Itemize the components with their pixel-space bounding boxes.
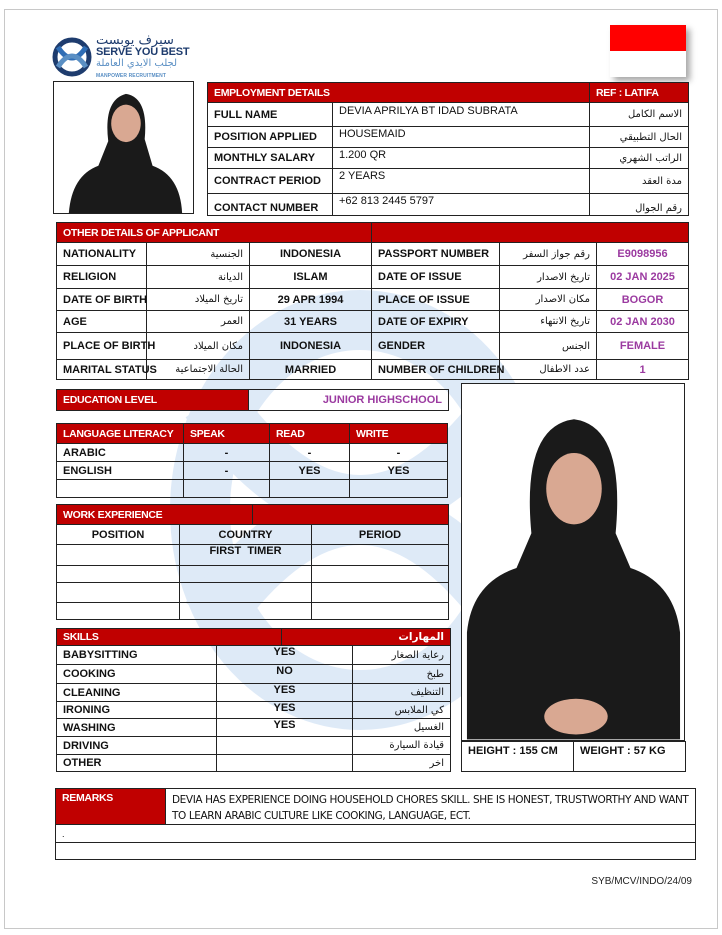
work-country <box>180 566 312 583</box>
skill-label: BABYSITTING <box>57 646 217 665</box>
work-experience-table <box>56 504 449 620</box>
marital-status-value: MARRIED <box>250 360 372 380</box>
passport-number-value: E9098956 <box>597 243 689 266</box>
skill-value <box>217 755 353 772</box>
contact-number-arabic: رقم الجوال <box>590 194 689 216</box>
date-of-birth-arabic: تاريخ الميلاد <box>147 289 250 311</box>
skill-label: WASHING <box>57 719 217 737</box>
table-row <box>57 583 449 603</box>
write-value: YES <box>350 462 448 480</box>
work-country <box>180 583 312 603</box>
date-of-expiry-arabic: تاريخ الانتهاء <box>500 311 597 333</box>
speak-value: - <box>184 462 270 480</box>
skill-value: YES <box>217 684 353 702</box>
monthly-salary-label: MONTHLY SALARY <box>208 148 333 169</box>
remarks-table <box>55 788 696 860</box>
nationality-value: INDONESIA <box>250 243 372 266</box>
nationality-label: NATIONALITY <box>57 243 147 266</box>
table-row <box>57 545 449 566</box>
ref-label: REF : LATIFA <box>590 83 689 103</box>
other-details-header-right <box>372 223 689 243</box>
language-name <box>57 480 184 498</box>
language-name: ARABIC <box>57 444 184 462</box>
full-name-value: DEVIA APRILYA BT IDAD SUBRATA <box>333 103 590 127</box>
table-row <box>57 462 448 480</box>
marital-status-arabic: الحالة الاجتماعية <box>147 360 250 380</box>
remarks-line-3 <box>56 843 696 860</box>
remarks-text: DEVIA HAS EXPERIENCE DOING HOUSEHOLD CHORES SKILL. SHE IS HONEST, TRUSTWORTHY AND WANT TO LEARN ARABIC CULTURE LIKE COOKING, LANGUAGE, ECT. <box>166 789 696 825</box>
speak-header: SPEAK <box>184 424 270 444</box>
number-of-children-label: NUMBER OF CHILDREN <box>372 360 500 380</box>
contact-number-label: CONTACT NUMBER <box>208 194 333 216</box>
speak-value <box>184 480 270 498</box>
number-of-children-value: 1 <box>597 360 689 380</box>
table-row <box>57 684 451 702</box>
table-row <box>57 665 451 684</box>
skill-value: YES <box>217 646 353 665</box>
gender-label: GENDER <box>372 333 500 360</box>
country-header: COUNTRY <box>180 525 312 545</box>
monthly-salary-value: 1.200 QR <box>333 148 590 169</box>
logo-subtitle: MANPOWER RECRUITMENT <box>96 73 167 79</box>
monthly-salary-arabic: الراتب الشهري <box>590 148 689 169</box>
skill-arabic: طبخ <box>353 665 451 684</box>
education-level-value: JUNIOR HIGHSCHOOL <box>249 390 449 411</box>
age-value: 31 YEARS <box>250 311 372 333</box>
place-of-birth-label: PLACE OF BIRTH <box>57 333 147 360</box>
work-position <box>57 583 180 603</box>
remarks-label: REMARKS <box>56 789 166 825</box>
work-position <box>57 603 180 620</box>
skill-label: DRIVING <box>57 737 217 755</box>
table-row <box>57 360 689 380</box>
applicant-photo-small <box>53 81 194 214</box>
place-of-issue-value: BOGOR <box>597 289 689 311</box>
religion-value: ISLAM <box>250 266 372 289</box>
date-of-expiry-value: 02 JAN 2030 <box>597 311 689 333</box>
place-of-issue-label: PLACE OF ISSUE <box>372 289 500 311</box>
work-period <box>312 566 449 583</box>
religion-label: RELIGION <box>57 266 147 289</box>
skill-label: IRONING <box>57 702 217 719</box>
speak-value: - <box>184 444 270 462</box>
date-of-issue-label: DATE OF ISSUE <box>372 266 500 289</box>
other-details-title: OTHER DETAILS OF APPLICANT <box>57 223 372 243</box>
gender-value: FEMALE <box>597 333 689 360</box>
remarks-line-2: . <box>56 825 696 843</box>
applicant-photo-large <box>461 383 685 741</box>
indonesia-flag-icon <box>610 25 686 77</box>
nationality-arabic: الجنسية <box>147 243 250 266</box>
contract-period-label: CONTRACT PERIOD <box>208 169 333 194</box>
table-row <box>57 289 689 311</box>
read-header: READ <box>270 424 350 444</box>
table-row <box>57 243 689 266</box>
table-row <box>57 266 689 289</box>
read-value: - <box>270 444 350 462</box>
religion-arabic: الديانة <box>147 266 250 289</box>
skill-value: NO <box>217 665 353 684</box>
skill-value: YES <box>217 702 353 719</box>
full-name-label: FULL NAME <box>208 103 333 127</box>
date-of-birth-value: 29 APR 1994 <box>250 289 372 311</box>
age-label: AGE <box>57 311 147 333</box>
age-arabic: العمر <box>147 311 250 333</box>
language-literacy-table <box>56 423 448 498</box>
logo-arabic-name: سيرف يوبست <box>96 33 174 48</box>
education-level-label: EDUCATION LEVEL <box>57 390 249 411</box>
table-row <box>57 719 451 737</box>
read-value: YES <box>270 462 350 480</box>
table-row <box>57 702 451 719</box>
work-position <box>57 566 180 583</box>
table-row <box>57 755 451 772</box>
passport-number-arabic: رقم جواز السفر <box>500 243 597 266</box>
table-row <box>57 646 451 665</box>
skill-arabic: كي الملابس <box>353 702 451 719</box>
contact-number-value: +62 813 2445 5797 <box>333 194 590 216</box>
skill-arabic: قيادة السيارة <box>353 737 451 755</box>
skills-table <box>56 628 451 772</box>
write-header: WRITE <box>350 424 448 444</box>
date-of-issue-arabic: تاريخ الاصدار <box>500 266 597 289</box>
person-photo-icon <box>54 82 193 213</box>
position-applied-label: POSITION APPLIED <box>208 127 333 148</box>
skill-arabic: اخر <box>353 755 451 772</box>
position-applied-arabic: الحال التطبيقي <box>590 127 689 148</box>
place-of-birth-arabic: مكان الميلاد <box>147 333 250 360</box>
language-name: ENGLISH <box>57 462 184 480</box>
place-of-issue-arabic: مكان الاصدار <box>500 289 597 311</box>
skills-title-arabic: المهارات <box>282 629 451 646</box>
skill-arabic: رعاية الصغار <box>353 646 451 665</box>
height-value: HEIGHT : 155 CM <box>462 742 574 772</box>
place-of-birth-value: INDONESIA <box>250 333 372 360</box>
logo-english-name: SERVE YOU BEST <box>96 46 190 58</box>
employment-details-table <box>207 82 689 216</box>
number-of-children-arabic: عدد الاطفال <box>500 360 597 380</box>
full-name-arabic: الاسم الكامل <box>590 103 689 127</box>
work-experience-header-right <box>253 505 449 525</box>
work-period <box>312 603 449 620</box>
skill-label: COOKING <box>57 665 217 684</box>
period-header: PERIOD <box>312 525 449 545</box>
skill-label: CLEANING <box>57 684 217 702</box>
company-logo <box>50 33 200 83</box>
person-photo-icon <box>462 384 684 740</box>
measurements-table <box>461 741 686 772</box>
contract-period-value: 2 YEARS <box>333 169 590 194</box>
table-row <box>57 480 448 498</box>
skill-label: OTHER <box>57 755 217 772</box>
logo-arabic-tagline: لجلب الايدي العاملة <box>96 58 178 69</box>
employment-details-title: EMPLOYMENT DETAILS <box>208 83 590 103</box>
date-of-issue-value: 02 JAN 2025 <box>597 266 689 289</box>
marital-status-label: MARITAL STATUS <box>57 360 147 380</box>
table-row <box>57 603 449 620</box>
education-table <box>56 389 449 411</box>
position-header: POSITION <box>57 525 180 545</box>
table-row <box>57 444 448 462</box>
gender-arabic: الجنس <box>500 333 597 360</box>
contract-period-arabic: مدة العقد <box>590 169 689 194</box>
work-period <box>312 545 449 566</box>
passport-number-label: PASSPORT NUMBER <box>372 243 500 266</box>
write-value: - <box>350 444 448 462</box>
table-row <box>57 566 449 583</box>
other-details-table <box>56 222 689 380</box>
work-period <box>312 583 449 603</box>
table-row <box>57 737 451 755</box>
reference-code: SYB/MCV/INDO/24/09 <box>591 876 692 887</box>
table-row <box>57 311 689 333</box>
language-literacy-header: LANGUAGE LITERACY <box>57 424 184 444</box>
read-value <box>270 480 350 498</box>
write-value <box>350 480 448 498</box>
knot-logo-icon <box>50 35 94 79</box>
skills-title: SKILLS <box>57 629 282 646</box>
skill-value <box>217 737 353 755</box>
work-experience-title: WORK EXPERIENCE <box>57 505 253 525</box>
weight-value: WEIGHT : 57 KG <box>574 742 686 772</box>
skill-value: YES <box>217 719 353 737</box>
position-applied-value: HOUSEMAID <box>333 127 590 148</box>
work-country <box>180 603 312 620</box>
date-of-expiry-label: DATE OF EXPIRY <box>372 311 500 333</box>
work-country: FIRST TIMER <box>180 545 312 566</box>
work-position <box>57 545 180 566</box>
skill-arabic: التنظيف <box>353 684 451 702</box>
date-of-birth-label: DATE OF BIRTH <box>57 289 147 311</box>
table-row <box>57 333 689 360</box>
skill-arabic: الغسيل <box>353 719 451 737</box>
